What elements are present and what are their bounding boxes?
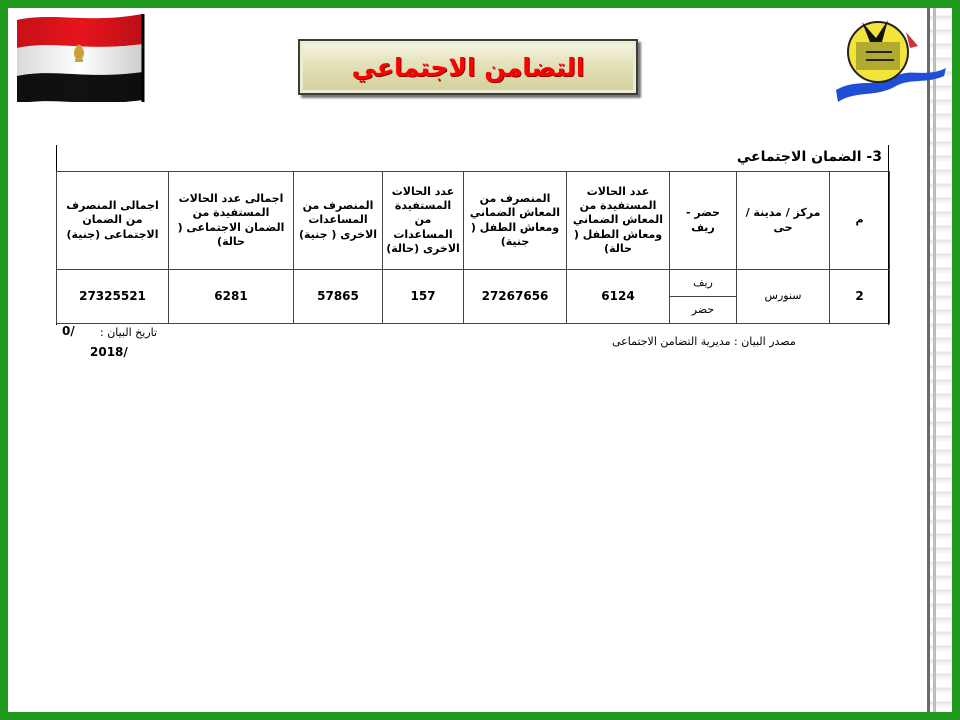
rural-cell: ريف bbox=[670, 270, 737, 297]
data-table-container bbox=[56, 145, 889, 325]
total-cases-cell: 6281 bbox=[169, 270, 294, 324]
column-header: حضر - ريف bbox=[670, 172, 737, 270]
column-header: المنصرف من المعاش الضماني ومعاش الطفل ( جنية) bbox=[464, 172, 567, 270]
column-header: اجمالى المنصرف من الضمان الاجتماعى (جنية) bbox=[57, 172, 169, 270]
section-title: 3- الضمان الاجتماعي bbox=[736, 149, 882, 165]
date-value-line2: 2018/ bbox=[90, 345, 128, 359]
date-label: تاريخ البيان : bbox=[100, 326, 158, 339]
cases-pension-cell: 6124 bbox=[567, 270, 670, 324]
page-title: التضامن الاجتماعي bbox=[351, 52, 585, 82]
district-cell: سنورس bbox=[737, 270, 830, 324]
column-header: مركز / مدينة / حى bbox=[737, 172, 830, 270]
cases-other-cell: 157 bbox=[383, 270, 464, 324]
column-header: عدد الحالات المستفيدة من المساعدات الاخرى (حالة) bbox=[383, 172, 464, 270]
data-table bbox=[56, 171, 890, 324]
title-banner bbox=[298, 39, 638, 95]
column-header: عدد الحالات المستفيدة من المعاش الضماني ومعاش الطفل ( حالة) bbox=[567, 172, 670, 270]
date-value-line1: 0/ bbox=[62, 324, 75, 338]
table-header-row bbox=[57, 172, 890, 270]
row-index: 2 bbox=[830, 270, 890, 324]
column-header: اجمالى عدد الحالات المستفيدة من الضمان الاجتماعى ( حالة) bbox=[169, 172, 294, 270]
paid-pension-cell: 27267656 bbox=[464, 270, 567, 324]
table-row bbox=[57, 270, 890, 297]
column-header: م bbox=[830, 172, 890, 270]
urban-cell: حضر bbox=[670, 297, 737, 324]
total-paid-cell: 27325521 bbox=[57, 270, 169, 324]
column-header: المنصرف من المساعدات الاخرى ( جنية) bbox=[294, 172, 383, 270]
egypt-flag-icon bbox=[15, 12, 145, 102]
data-source-note: مصدر البيان : مديرية التضامن الاجتماعى bbox=[612, 335, 796, 348]
governorate-logo-icon bbox=[836, 12, 946, 107]
paid-other-cell: 57865 bbox=[294, 270, 383, 324]
decorative-side-strip bbox=[927, 8, 952, 712]
